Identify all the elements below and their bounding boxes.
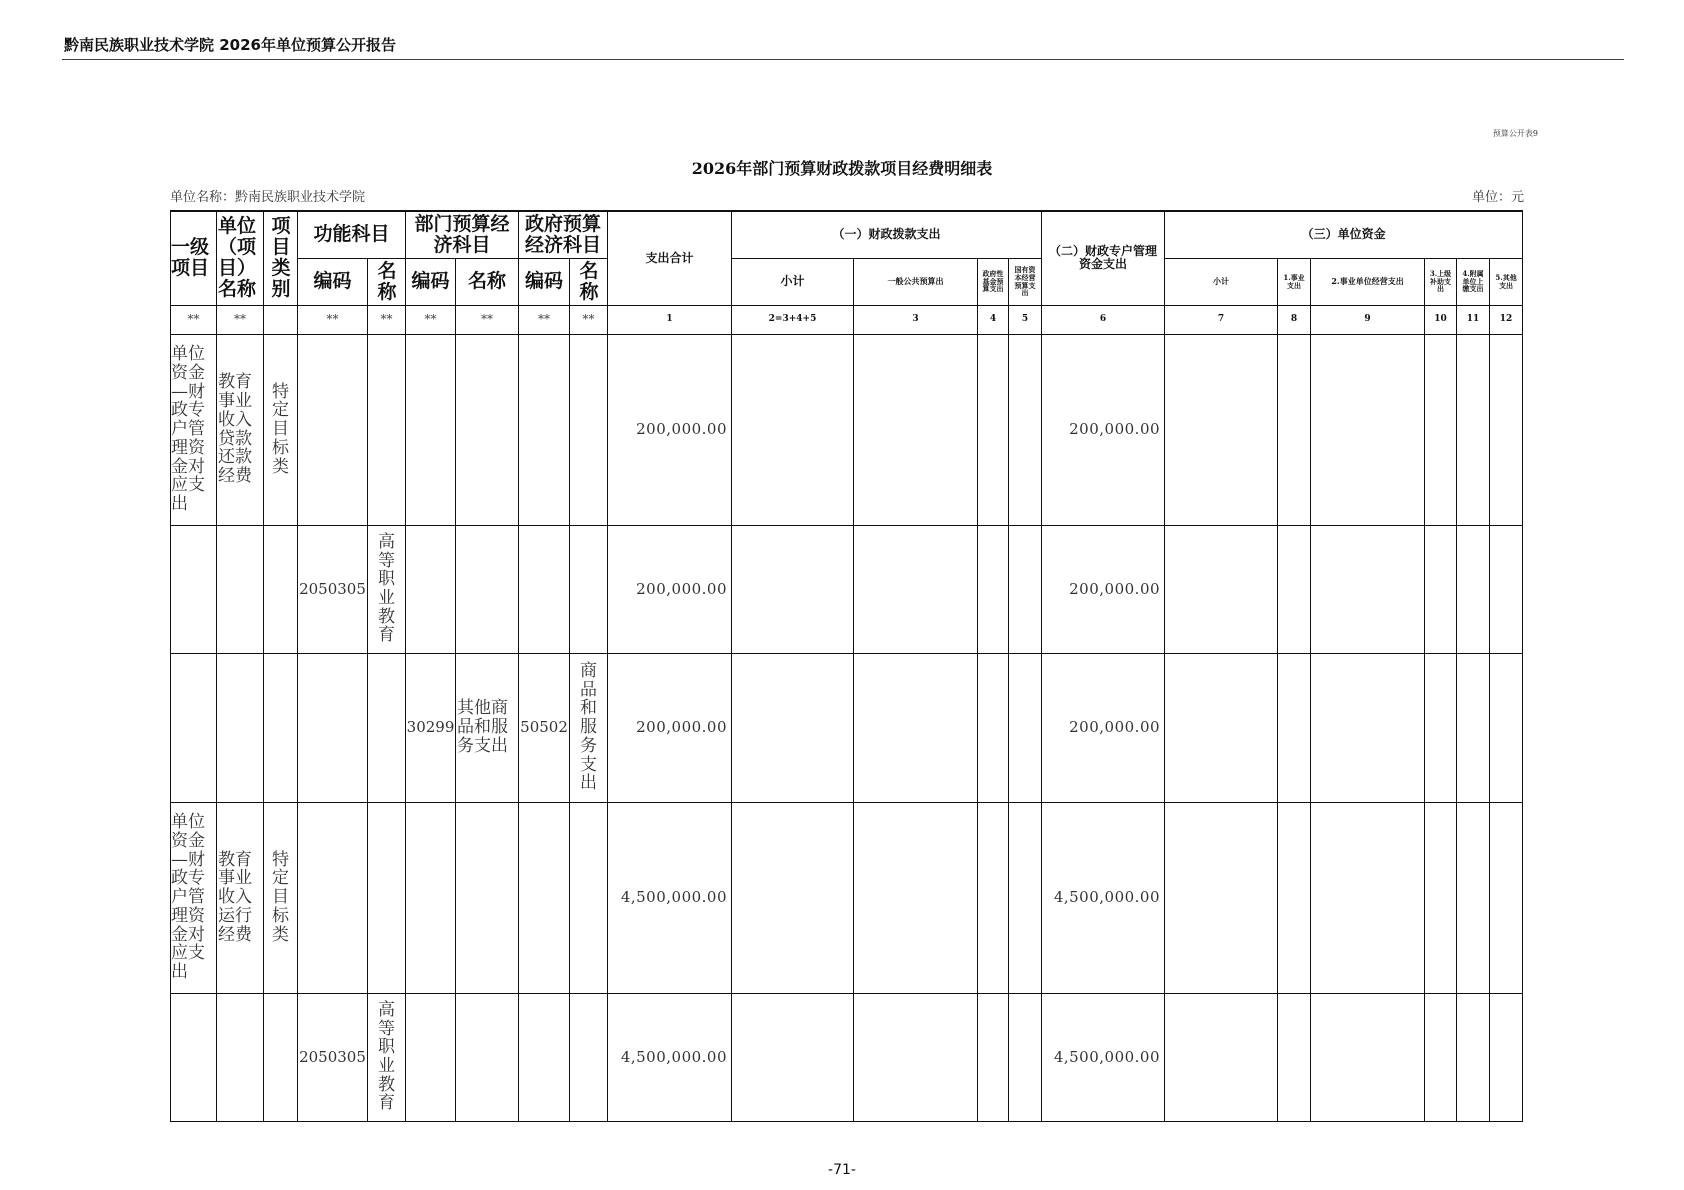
col-header-gov-name: 名称: [570, 258, 608, 305]
cell-special-account: 200,000.00: [1042, 653, 1165, 802]
col-header-unit-fund: （三）单位资金: [1165, 211, 1523, 258]
cell-func-name: [368, 802, 406, 993]
col-header-function-subject: 功能科目: [298, 211, 406, 258]
cell-unit-subtotal: [1165, 802, 1278, 993]
col-header-project-category: 项目类别: [264, 211, 298, 305]
cell-superior: [1425, 525, 1457, 653]
index-cell: **: [368, 305, 406, 334]
cell-superior: [1425, 653, 1457, 802]
cell-other: [1490, 993, 1523, 1121]
cell-func-name: [368, 334, 406, 525]
cell-func-name: 高等职业教育: [368, 993, 406, 1121]
cell-gov-name: 商品和服务支出: [570, 653, 608, 802]
index-cell: 4: [978, 305, 1009, 334]
cell-total: 200,000.00: [608, 334, 732, 525]
cell-gov-name: [570, 993, 608, 1121]
header-divider: [62, 59, 1624, 60]
cell-other: [1490, 653, 1523, 802]
col-header-special-account: （二）财政专户管理资金支出: [1042, 211, 1165, 305]
index-row: [171, 305, 1523, 334]
cell-other: [1490, 334, 1523, 525]
cell-func-code: [298, 802, 368, 993]
page-number: -71-: [828, 1162, 856, 1178]
cell-fiscal-subtotal: [732, 993, 854, 1121]
cell-dept-code: [406, 334, 456, 525]
index-cell: 10: [1425, 305, 1457, 334]
index-cell: 12: [1490, 305, 1523, 334]
cell-project-category: [264, 993, 298, 1121]
cell-general-budget: [854, 653, 978, 802]
cell-total: 200,000.00: [608, 525, 732, 653]
index-cell: **: [298, 305, 368, 334]
col-header-business-expenditure: 1.事业支出: [1278, 258, 1311, 305]
index-cell: **: [217, 305, 264, 334]
cell-gov-code: [519, 802, 570, 993]
cell-business-operating: [1311, 525, 1425, 653]
cell-unit-subtotal: [1165, 993, 1278, 1121]
cell-func-code: [298, 334, 368, 525]
cell-gov-name: [570, 802, 608, 993]
cell-dept-code: [406, 525, 456, 653]
cell-total: 4,500,000.00: [608, 993, 732, 1121]
index-cell: **: [519, 305, 570, 334]
cell-state-capital: [1009, 653, 1042, 802]
cell-gov-fund: [978, 993, 1009, 1121]
cell-business-operating: [1311, 334, 1425, 525]
cell-business: [1278, 334, 1311, 525]
cell-dept-name: [456, 802, 519, 993]
table-row: [171, 334, 1523, 525]
cell-unit-project-name: [217, 993, 264, 1121]
cell-project-category: [264, 653, 298, 802]
unit-label: 单位：元: [1471, 190, 1524, 205]
cell-state-capital: [1009, 993, 1042, 1121]
cell-general-budget: [854, 993, 978, 1121]
col-header-dept-code: 编码: [406, 258, 456, 305]
table-number: 预算公开表9: [1492, 129, 1538, 138]
cell-other: [1490, 525, 1523, 653]
cell-special-account: 4,500,000.00: [1042, 802, 1165, 993]
table-row: [171, 525, 1523, 653]
col-header-affiliate-payment: 4.附属单位上缴支出: [1457, 258, 1490, 305]
cell-superior: [1425, 334, 1457, 525]
cell-special-account: 200,000.00: [1042, 334, 1165, 525]
col-header-total: 支出合计: [608, 211, 732, 305]
cell-gov-code: [519, 334, 570, 525]
index-cell: **: [570, 305, 608, 334]
cell-gov-fund: [978, 334, 1009, 525]
document-header-title: 黔南民族职业技术学院 2026年单位预算公开报告: [64, 36, 396, 54]
cell-fiscal-subtotal: [732, 653, 854, 802]
col-header-general-budget: 一般公共预算出: [854, 258, 978, 305]
cell-unit-project-name: 教育事业收入运行经费: [217, 802, 264, 993]
col-header-gov-econ-subject: 政府预算经济科目: [519, 211, 608, 258]
cell-func-code: 2050305: [298, 993, 368, 1121]
cell-unit-subtotal: [1165, 334, 1278, 525]
col-header-unit-subtotal: 小计: [1165, 258, 1278, 305]
cell-project-category: [264, 525, 298, 653]
cell-business-operating: [1311, 802, 1425, 993]
index-cell: 1: [608, 305, 732, 334]
cell-gov-code: 50502: [519, 653, 570, 802]
cell-business-operating: [1311, 653, 1425, 802]
cell-dept-name: [456, 525, 519, 653]
cell-other: [1490, 802, 1523, 993]
cell-general-budget: [854, 334, 978, 525]
cell-total: 200,000.00: [608, 653, 732, 802]
cell-gov-fund: [978, 525, 1009, 653]
cell-state-capital: [1009, 525, 1042, 653]
cell-affiliate: [1457, 993, 1490, 1121]
col-header-unit-project-name: 单位（项目）名称: [217, 211, 264, 305]
cell-first-level-project: [171, 993, 217, 1121]
cell-unit-subtotal: [1165, 653, 1278, 802]
index-cell: 7: [1165, 305, 1278, 334]
cell-first-level-project: [171, 653, 217, 802]
cell-gov-name: [570, 334, 608, 525]
cell-gov-name: [570, 525, 608, 653]
cell-first-level-project: [171, 525, 217, 653]
cell-superior: [1425, 993, 1457, 1121]
cell-dept-name: [456, 993, 519, 1121]
cell-dept-code: [406, 993, 456, 1121]
cell-general-budget: [854, 525, 978, 653]
col-header-business-operating: 2.事业单位经营支出: [1311, 258, 1425, 305]
cell-dept-code: [406, 802, 456, 993]
cell-project-category: 特定目标类: [264, 334, 298, 525]
cell-unit-project-name: [217, 653, 264, 802]
cell-dept-name: [456, 334, 519, 525]
cell-business: [1278, 525, 1311, 653]
col-header-other-expenditure: 5.其他支出: [1490, 258, 1523, 305]
cell-func-name: 高等职业教育: [368, 525, 406, 653]
index-cell: **: [171, 305, 217, 334]
table-row: [171, 993, 1523, 1121]
cell-first-level-project: 单位资金—财政专户管理资金对应支出: [171, 802, 217, 993]
cell-project-category: 特定目标类: [264, 802, 298, 993]
col-header-superior-subsidy: 3.上级补助支出: [1425, 258, 1457, 305]
cell-affiliate: [1457, 525, 1490, 653]
table-title: 2026年部门预算财政拨款项目经费明细表: [691, 159, 993, 178]
cell-fiscal-subtotal: [732, 334, 854, 525]
cell-unit-project-name: [217, 525, 264, 653]
cell-superior: [1425, 802, 1457, 993]
cell-business-operating: [1311, 993, 1425, 1121]
cell-business: [1278, 802, 1311, 993]
cell-total: 4,500,000.00: [608, 802, 732, 993]
index-cell: **: [456, 305, 519, 334]
index-cell: 2=3+4+5: [732, 305, 854, 334]
col-header-gov-code: 编码: [519, 258, 570, 305]
cell-business: [1278, 653, 1311, 802]
col-header-dept-econ-subject: 部门预算经济科目: [406, 211, 519, 258]
table-row: [171, 802, 1523, 993]
cell-func-code: [298, 653, 368, 802]
index-cell: 8: [1278, 305, 1311, 334]
cell-gov-code: [519, 993, 570, 1121]
cell-unit-project-name: 教育事业收入贷款还款经费: [217, 334, 264, 525]
col-header-func-name: 名称: [368, 258, 406, 305]
cell-func-code: 2050305: [298, 525, 368, 653]
cell-affiliate: [1457, 334, 1490, 525]
cell-special-account: 4,500,000.00: [1042, 993, 1165, 1121]
col-header-gov-fund-budget: 政府性基金预算支出: [978, 258, 1009, 305]
cell-first-level-project: 单位资金—财政专户管理资金对应支出: [171, 334, 217, 525]
cell-affiliate: [1457, 653, 1490, 802]
index-cell: **: [406, 305, 456, 334]
index-cell: 9: [1311, 305, 1425, 334]
cell-gov-fund: [978, 802, 1009, 993]
cell-gov-fund: [978, 653, 1009, 802]
col-header-func-code: 编码: [298, 258, 368, 305]
unit-name: 单位名称：黔南民族职业技术学院: [170, 190, 366, 205]
budget-table: [170, 210, 1523, 1122]
index-cell: 5: [1009, 305, 1042, 334]
index-cell: 11: [1457, 305, 1490, 334]
index-cell: 6: [1042, 305, 1165, 334]
cell-func-name: [368, 653, 406, 802]
col-header-fiscal-expenditure: （一）财政拨款支出: [732, 211, 1042, 258]
cell-state-capital: [1009, 802, 1042, 993]
cell-business: [1278, 993, 1311, 1121]
cell-gov-code: [519, 525, 570, 653]
cell-state-capital: [1009, 334, 1042, 525]
index-cell: 3: [854, 305, 978, 334]
cell-unit-subtotal: [1165, 525, 1278, 653]
cell-affiliate: [1457, 802, 1490, 993]
cell-general-budget: [854, 802, 978, 993]
table-row: [171, 653, 1523, 802]
cell-dept-name: 其他商品和服务支出: [456, 653, 519, 802]
index-cell: [264, 305, 298, 334]
col-header-state-capital-budget: 国有资本经营预算支出: [1009, 258, 1042, 305]
cell-fiscal-subtotal: [732, 525, 854, 653]
cell-special-account: 200,000.00: [1042, 525, 1165, 653]
col-header-dept-name: 名称: [456, 258, 519, 305]
col-header-first-level-project: 一级项目: [171, 211, 217, 305]
col-header-fiscal-subtotal: 小计: [732, 258, 854, 305]
cell-dept-code: 30299: [406, 653, 456, 802]
cell-fiscal-subtotal: [732, 802, 854, 993]
